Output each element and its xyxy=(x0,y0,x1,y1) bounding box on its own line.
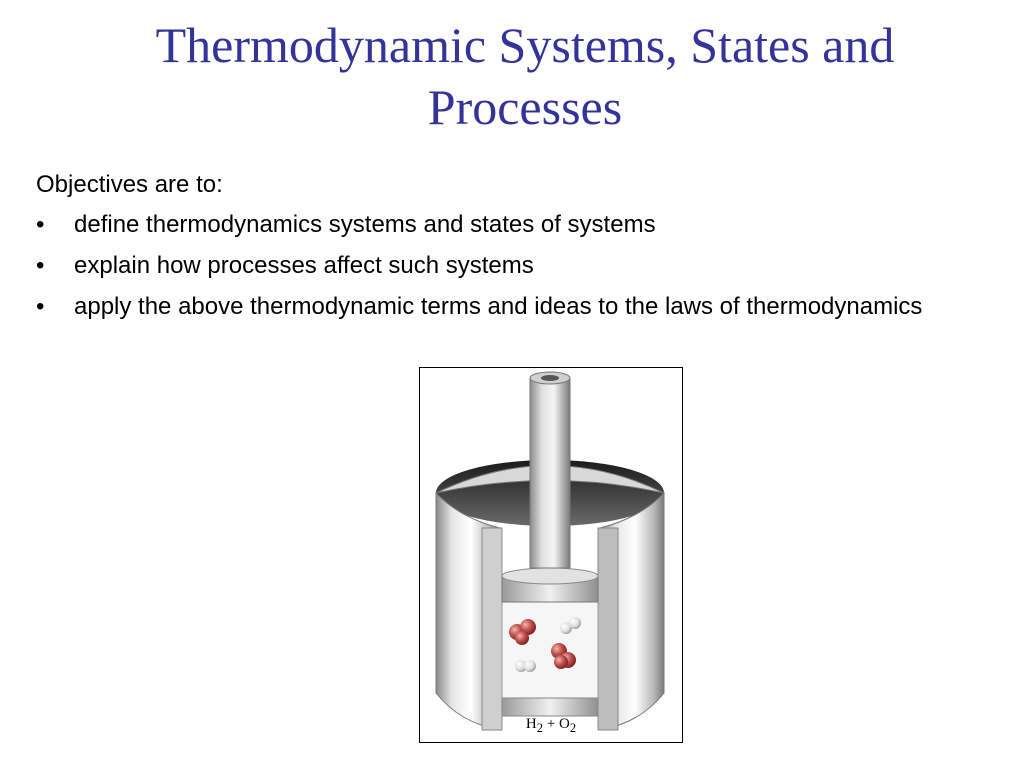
piston-cylinder-illustration xyxy=(420,368,682,742)
bullet-icon: • xyxy=(36,293,45,320)
objective-text: explain how processes affect such systems xyxy=(74,252,534,279)
objectives-intro: Objectives are to: xyxy=(36,171,223,198)
bullet-icon: • xyxy=(36,252,45,279)
piston-cylinder-figure xyxy=(419,367,683,743)
objective-text: apply the above thermodynamic terms and ideas to the laws of thermodynamics xyxy=(74,293,923,320)
cutaway-left-edge xyxy=(482,528,502,730)
chamber-bottom xyxy=(502,698,598,716)
bullet-icon: • xyxy=(36,211,45,238)
cutaway-right-edge xyxy=(598,528,618,730)
objective-item xyxy=(36,251,924,281)
gas-chamber xyxy=(502,596,598,708)
piston-top xyxy=(502,568,598,584)
piston-rod xyxy=(530,378,570,568)
objective-item xyxy=(36,210,924,240)
figure-caption: $H_2 + O_2$ xyxy=(525,716,577,735)
slide-body xyxy=(36,170,936,333)
slide-title: Thermodynamic Systems, States and Processes xyxy=(155,17,895,135)
objectives-list xyxy=(36,210,936,322)
objective-item xyxy=(36,292,924,322)
objective-text: define thermodynamics systems and states of systems xyxy=(74,211,656,238)
